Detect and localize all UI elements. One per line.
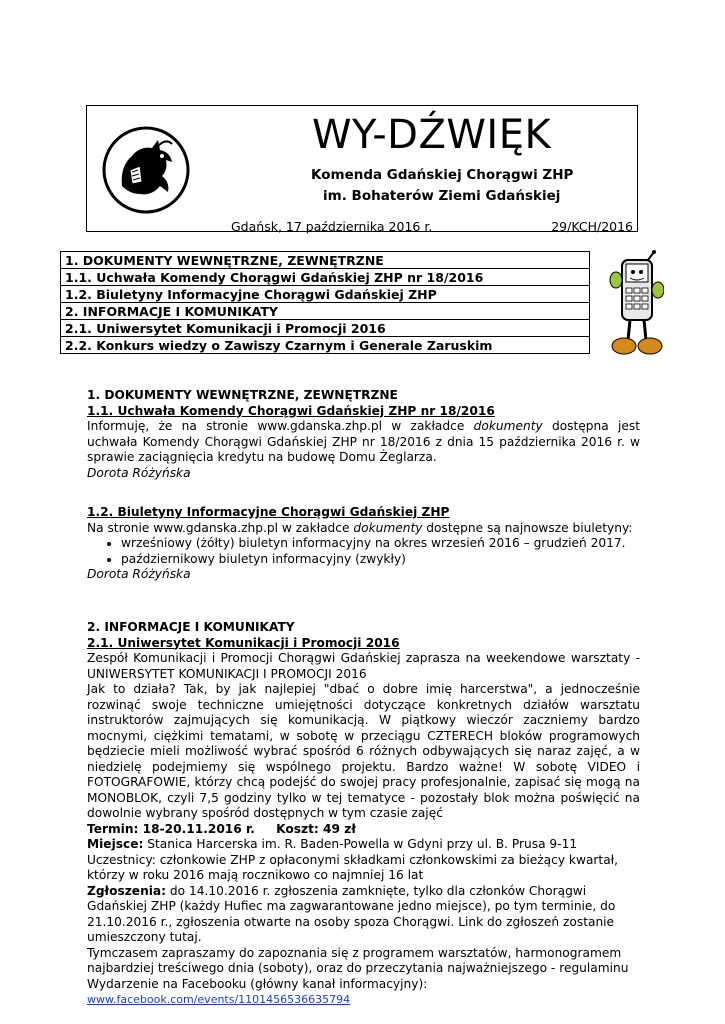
term-cost-line: Termin: 18-20.11.2016 r. Koszt: 49 zł	[87, 821, 356, 836]
facebook-line: Wydarzenie na Facebooku (główny kanał informacyjny): www.facebook.com/events/1101456536635794	[87, 976, 428, 1006]
section-bulletins	[87, 505, 640, 583]
subsection-heading: 1.1. Uchwała Komendy Chorągwi Gdańskiej ZHP nr 18/2016	[87, 403, 495, 418]
issue-date: Gdańsk, 17 października 2016 r.	[231, 219, 433, 234]
phone-mascot-icon	[608, 250, 664, 358]
header-box	[86, 105, 638, 232]
paragraph: Jak to działa? Tak, by jak najlepiej "dbać o dobre imię harcerstwa", a jednocześnie rozwinąć swoje techniczne umiejętności dotyczące konkretnych działów warsztatu instruktorów zajmujących się komunikacją. W piątkowy wieczór zaczniemy bardzo mocnymi, ciężkimi tematami, w sobotę w przeciągu CZTERECH bloków programowych będziecie mieli możliwość wybrać spośród 6 różnych odbywających się naraz zajęć, a w niedzielę podejmiemy się wspólnego projektu. Bardzo ważne! W sobotę VIDEO i FOTOGRAFOWIE, którzy chcą podejść do swojej pracy profesjonalnie, zapisać się mogą na MONOBLOK, czyli 7,5 godziny tylko w tej tematyce - pozostały blok można poświęcić na dowolnie wybrany spośród dostępnych w tym czasie zajęć	[87, 682, 640, 820]
organization-patron: im. Bohaterów Ziemi Gdańskiej	[323, 188, 561, 204]
bulletin-list	[87, 536, 640, 567]
toc-row: 2.1. Uniwersytet Komunikacji i Promocji 2016	[61, 320, 590, 337]
toc-row: 1.2. Biuletyny Informacyjne Chorągwi Gdańskiej ZHP	[61, 286, 590, 303]
participants-line: Uczestnicy: członkowie ZHP z opłaconymi składkami członkowskimi za bieżący kwartał, którzy w roku 2016 mają rocznikowo co najmniej 16 lat	[87, 852, 619, 882]
place-line: Miejsce: Stanica Harcerska im. R. Baden-Powella w Gdyni przy ul. B. Prusa 9-11	[87, 837, 578, 851]
document-number: 29/KCH/2016	[551, 219, 633, 234]
list-item: • październikowy biuletyn informacyjny (zwykły)	[121, 552, 640, 568]
registration-line: Zgłoszenia: do 14.10.2016 r. zgłoszenia zamknięte, tylko dla członków Chorągwi Gdańskiej ZHP (każdy Hufiec ma zagwarantowane jedno miejsce), po tym terminie, do 21.10.2016 r., zgłoszenia otwarte na osoby spoza Chorągwi. Link do zgłoszeń zostanie umieszczony tutaj.	[87, 883, 616, 944]
paragraph: Na stronie www.gdanska.zhp.pl w zakładce dokumenty dostępne są najnowsze biuletyny:	[87, 520, 633, 535]
toc-row: 1.1. Uchwała Komendy Chorągwi Gdańskiej ZHP nr 18/2016	[61, 269, 590, 286]
section-information	[87, 620, 640, 1008]
table-of-contents	[60, 251, 590, 354]
paragraph: Zespół Komunikacji i Promocji Chorągwi Gdańskiej zaprasza na weekendowe warsztaty - UNIWERSYTET KOMUNIKACJI I PROMOCJI 2016	[87, 651, 640, 681]
invitation-line: Tymczasem zapraszamy do zapoznania się z programem warsztatów, harmonogramem najbardziej treściwego dnia (soboty), oraz do przeczytania najważniejszego - regulaminu	[87, 945, 629, 975]
toc-row: 2.2. Konkurs wiedzy o Zawiszy Czarnym i Generale Zaruskim	[61, 337, 590, 354]
section-heading: 2. INFORMACJE I KOMUNIKATY	[87, 620, 295, 634]
author: Dorota Różyńska	[87, 465, 191, 480]
author: Dorota Różyńska	[87, 567, 191, 581]
paragraph: Informuję, że na stronie www.gdanska.zhp.pl w zakładce dokumenty dostępna jest uchwała Komendy Chorągwi Gdańskiej ZHP nr 18/2016 z dnia 15 października 2016 r. w sprawie zaciągnięcia kredytu na budowę Domu Żeglarza.	[87, 419, 640, 464]
toc-row: 1. DOKUMENTY WEWNĘTRZNE, ZEWNĘTRZNE	[61, 252, 590, 269]
toc-row: 2. INFORMACJE I KOMUNIKATY	[61, 303, 590, 320]
subsection-heading: 1.2. Biuletyny Informacyjne Chorągwi Gdańskiej ZHP	[87, 505, 450, 519]
section-heading: 1. DOKUMENTY WEWNĘTRZNE, ZEWNĘTRZNE	[87, 388, 398, 402]
document-title: WY-DŹWIĘK	[312, 112, 552, 158]
facebook-event-link[interactable]: www.facebook.com/events/1101456536635794	[87, 993, 351, 1006]
organization-name: Komenda Gdańskiej Chorągwi ZHP	[311, 167, 574, 183]
griffin-emblem-icon	[102, 126, 190, 214]
section-documents	[87, 388, 640, 481]
list-item: • wrześniowy (żółty) biuletyn informacyjny na okres wrzesień 2016 – grudzień 2017.	[121, 536, 640, 552]
subsection-heading: 2.1. Uniwersytet Komunikacji i Promocji 2016	[87, 635, 400, 650]
